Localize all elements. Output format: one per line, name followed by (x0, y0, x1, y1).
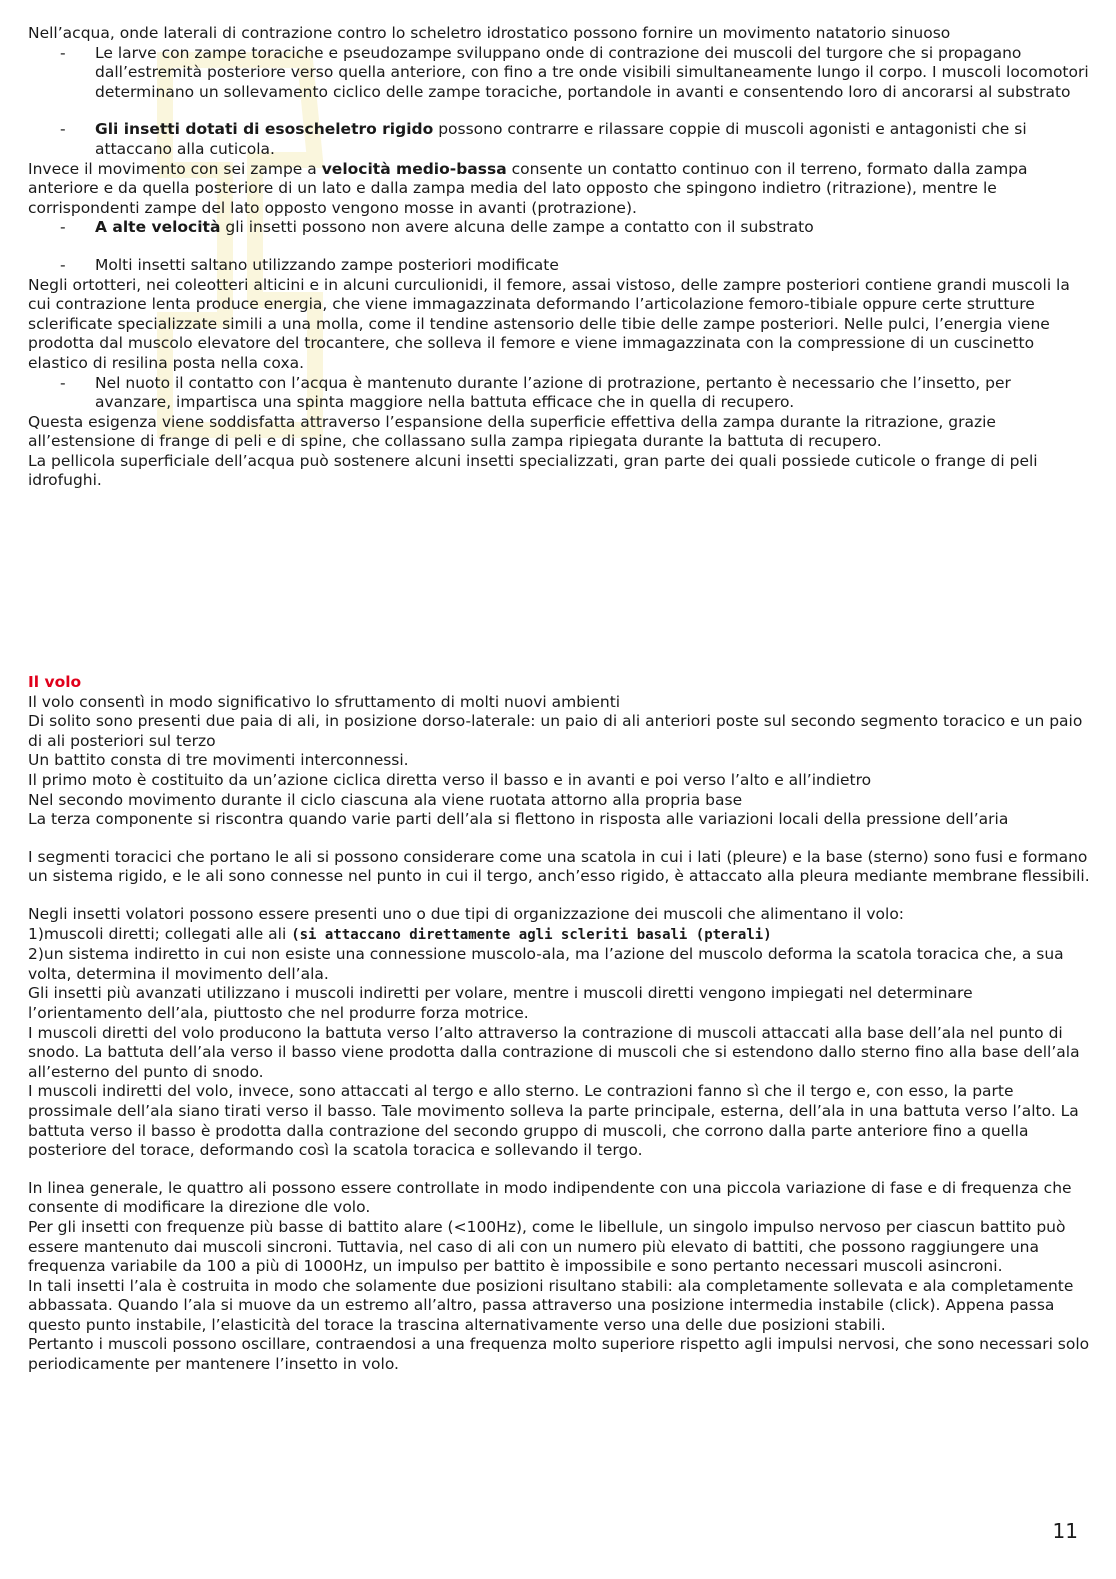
flight-line-2: Di solito sono presenti due paia di ali, in posizione dorso-laterale: un paio di ali anteriori poste sul secondo segmento toracico e un paio di ali posteriori sul terzo (28, 712, 1083, 750)
bullet-swim (28, 374, 1090, 413)
organization-paragraph: Negli insetti volatori possono essere presenti uno o due tipi di organizzazione dei muscoli che alimentano il volo: (28, 905, 905, 923)
oscillate-paragraph: Pertanto i muscoli possono oscillare, contraendosi a una frequenza molto superiore rispetto agli impulsi nervosi, che sono necessari solo periodicamente per mantenere l’insetto in volo. (28, 1335, 1090, 1374)
bullet-rigid-text: possono contrarre e rilassare coppie di muscoli agonisti e antagonisti che si attaccano alla cuticola. (95, 120, 1027, 158)
click-paragraph: In tali insetti l’ala è costruita in modo che solamente due posizioni risultano stabili: ala completamente sollevata e ala completamente abbassata. Quando l’ala si muove da un estremo all’altro, passa attraverso una posizione intermedia instabile (click). Appena passa questo punto instabile, l’elasticità del torace la trascina alternativamente verso una delle due posizioni stabili. (28, 1276, 1074, 1334)
bullet-high-speed-bold: A alte velocità (95, 218, 221, 237)
bullet-dash: - (60, 43, 66, 62)
bullet-jump (28, 256, 1090, 276)
flight-line-4: Il primo moto è costituito da un’azione ciclica diretta verso il basso e in avanti e poi verso l’alto e all’indietro (28, 771, 872, 790)
film-paragraph: La pellicola superficiale dell’acqua può sostenere alcuni insetti specializzati, gran parte dei quali possiede cuticole o frange di peli idrofughi. (28, 451, 1038, 490)
section-title-flight: Il volo (28, 673, 82, 692)
indirect-flight-paragraph: I muscoli indiretti del volo, invece, sono attaccati al tergo e allo sterno. Le contrazioni fanno sì che il tergo e, con esso, la parte prossimale dell’ala siano tirati verso il basso. Tale movimento solleva la parte principale, esterna, dell’ala in una battuta verso l’alto. La battuta verso il basso è prodotta dalla contrazione del secondo gruppo di muscoli, che corrono dalla parte anteriore fino a quella posteriore del torace, deformando così la scatola toracica e sollevando il tergo. (28, 1082, 1079, 1160)
flight-line-5: Nel secondo movimento durante il ciclo ciascuna ala viene ruotata attorno alla propria base (28, 790, 743, 809)
direct-muscles-line: 1)muscoli diretti; collegati alle ali (si attaccano direttamente agli scleriti basali (pterali) (28, 924, 772, 943)
flight-line-1: Il volo consentì in modo significativo lo sfruttamento di molti nuovi ambienti (28, 692, 621, 711)
intro-paragraph: Nell’acqua, onde laterali di contrazione contro lo scheletro idrostatico possono fornire un movimento natatorio sinuoso (28, 24, 951, 42)
bullet-rigid-exoskeleton (28, 120, 1090, 159)
frequency-paragraph: Per gli insetti con frequenze più basse di battito alare (<100Hz), come le libellule, un singolo impulso nervoso per ciascun battito può essere mantenuto dai muscoli sincroni. Tuttavia, nel caso di ali con un numero più elevato di battiti, che possono raggiungere una frequenza variabile da 100 a più di 1000Hz, un impulso per battito è impossibile e sono pertanto necessari muscoli asincroni. (28, 1217, 1066, 1276)
flight-line-3: Un battito consta di tre movimenti interconnessi. (28, 751, 409, 770)
indirect-system-paragraph: 2)un sistema indiretto in cui non esiste una connessione muscolo-ala, ma l’azione del muscolo deforma la scatola toracica che, a sua volta, determina il movimento dell’ala. (28, 945, 1064, 983)
bullet-larvae (28, 44, 1090, 103)
bullet-dash: - (60, 373, 66, 392)
document-page (28, 24, 1090, 1375)
walk-paragraph: Invece il movimento con sei zampe a velocità medio-bassa consente un contatto continuo con il terreno, formato dalla zampa anteriore e da quella posteriore di un lato e dalla zampa media del lato opposto che spingono indietro (ritrazione), mentre le corrispondenti zampe del lato opposto vengono mosse in avanti (protrazione). (28, 159, 1028, 217)
advanced-insects-paragraph: Gli insetti più avanzati utilizzano i muscoli indiretti per volare, mentre i muscoli diretti vengono impiegati nel determinare l’orientamento dell’ala, piuttosto che nel produrre forza motrice. (28, 984, 973, 1022)
bullet-high-speed-text: gli insetti possono non avere alcuna delle zampe a contatto con il substrato (220, 218, 814, 237)
bullet-jump-text: Molti insetti saltano utilizzando zampe posteriori modificate (95, 255, 559, 274)
four-wings-paragraph: In linea generale, le quattro ali possono essere controllate in modo indipendente con una piccola variazione di fase e di frequenza che consente di modificare la direzione dle volo. (28, 1178, 1072, 1217)
page-number: 11 (1052, 1519, 1078, 1543)
direct-flight-paragraph: I muscoli diretti del volo producono la battuta verso l’alto attraverso la contrazione di muscoli attaccati alla base dell’ala nel punto di snodo. La battuta dell’ala verso il basso viene prodotta dalla contrazione di muscoli che si estendono dallo sterno fino alla base dell’ala all’esterno del punto di snodo. (28, 1023, 1080, 1081)
flight-line-6: La terza componente si riscontra quando varie parti dell’ala si flettono in risposta alle variazioni locali della pressione dell’aria (28, 810, 1009, 829)
jump-paragraph: Negli ortotteri, nei coleotteri alticini e in alcuni curculionidi, il femore, assai vistoso, delle zampre posteriori contiene grandi muscoli la cui contrazione lenta produce energia, che viene immagazzinata deformando l’articolazione femoro-tibiale oppure certe strutture sclerificate specializzate simili a una molla, come il tendine astensorio delle tibie delle zampe posteriori. Nelle pulci, l’energia viene prodotta dal muscolo elevatore del trocantere, che solleva il femore e viene immagazzinata con la compressione di un cuscinetto elastico di resilina posta nella coxa. (28, 275, 1070, 372)
segments-paragraph: I segmenti toracici che portano le ali si possono considerare come una scatola in cui i lati (pleure) e la base (sterno) sono fusi e formano un sistema rigido, e le ali sono connesse nel punto in cui il tergo, anch’esso rigido, è attaccato alla pleura mediante membrane flessibili. (28, 847, 1090, 886)
swim-paragraph: Questa esigenza viene soddisfatta attraverso l’espansione della superficie effettiva della zampa durante la ritrazione, grazie all’estensione di frange di peli e di spine, che collassano sulla zampa ripiegata durante la battuta di recupero. (28, 412, 996, 451)
bullet-swim-text: Nel nuoto il contatto con l’acqua è mantenuto durante l’azione di protrazione, pertanto è necessario che l’insetto, per avanzare, impartisca una spinta maggiore nella battuta efficace che in quella di recupero. (95, 373, 1011, 412)
bullet-dash: - (60, 218, 66, 237)
bullet-dash: - (60, 120, 66, 139)
bullet-dash: - (60, 255, 66, 274)
bullet-rigid-bold: Gli insetti dotati di esoscheletro rigido (95, 120, 434, 139)
bullet-high-speed (28, 218, 1090, 238)
bullet-larvae-text: Le larve con zampe toraciche e pseudozampe sviluppano onde di contrazione dei muscoli del turgore che si propagano dall’estremità posteriore verso quella anteriore, con fino a tre onde visibili simultaneamente lungo il corpo. I muscoli locomotori determinano un sollevamento ciclico delle zampe toraciche, portandole in avanti e consentendo loro di ancorarsi al substrato (95, 43, 1089, 101)
